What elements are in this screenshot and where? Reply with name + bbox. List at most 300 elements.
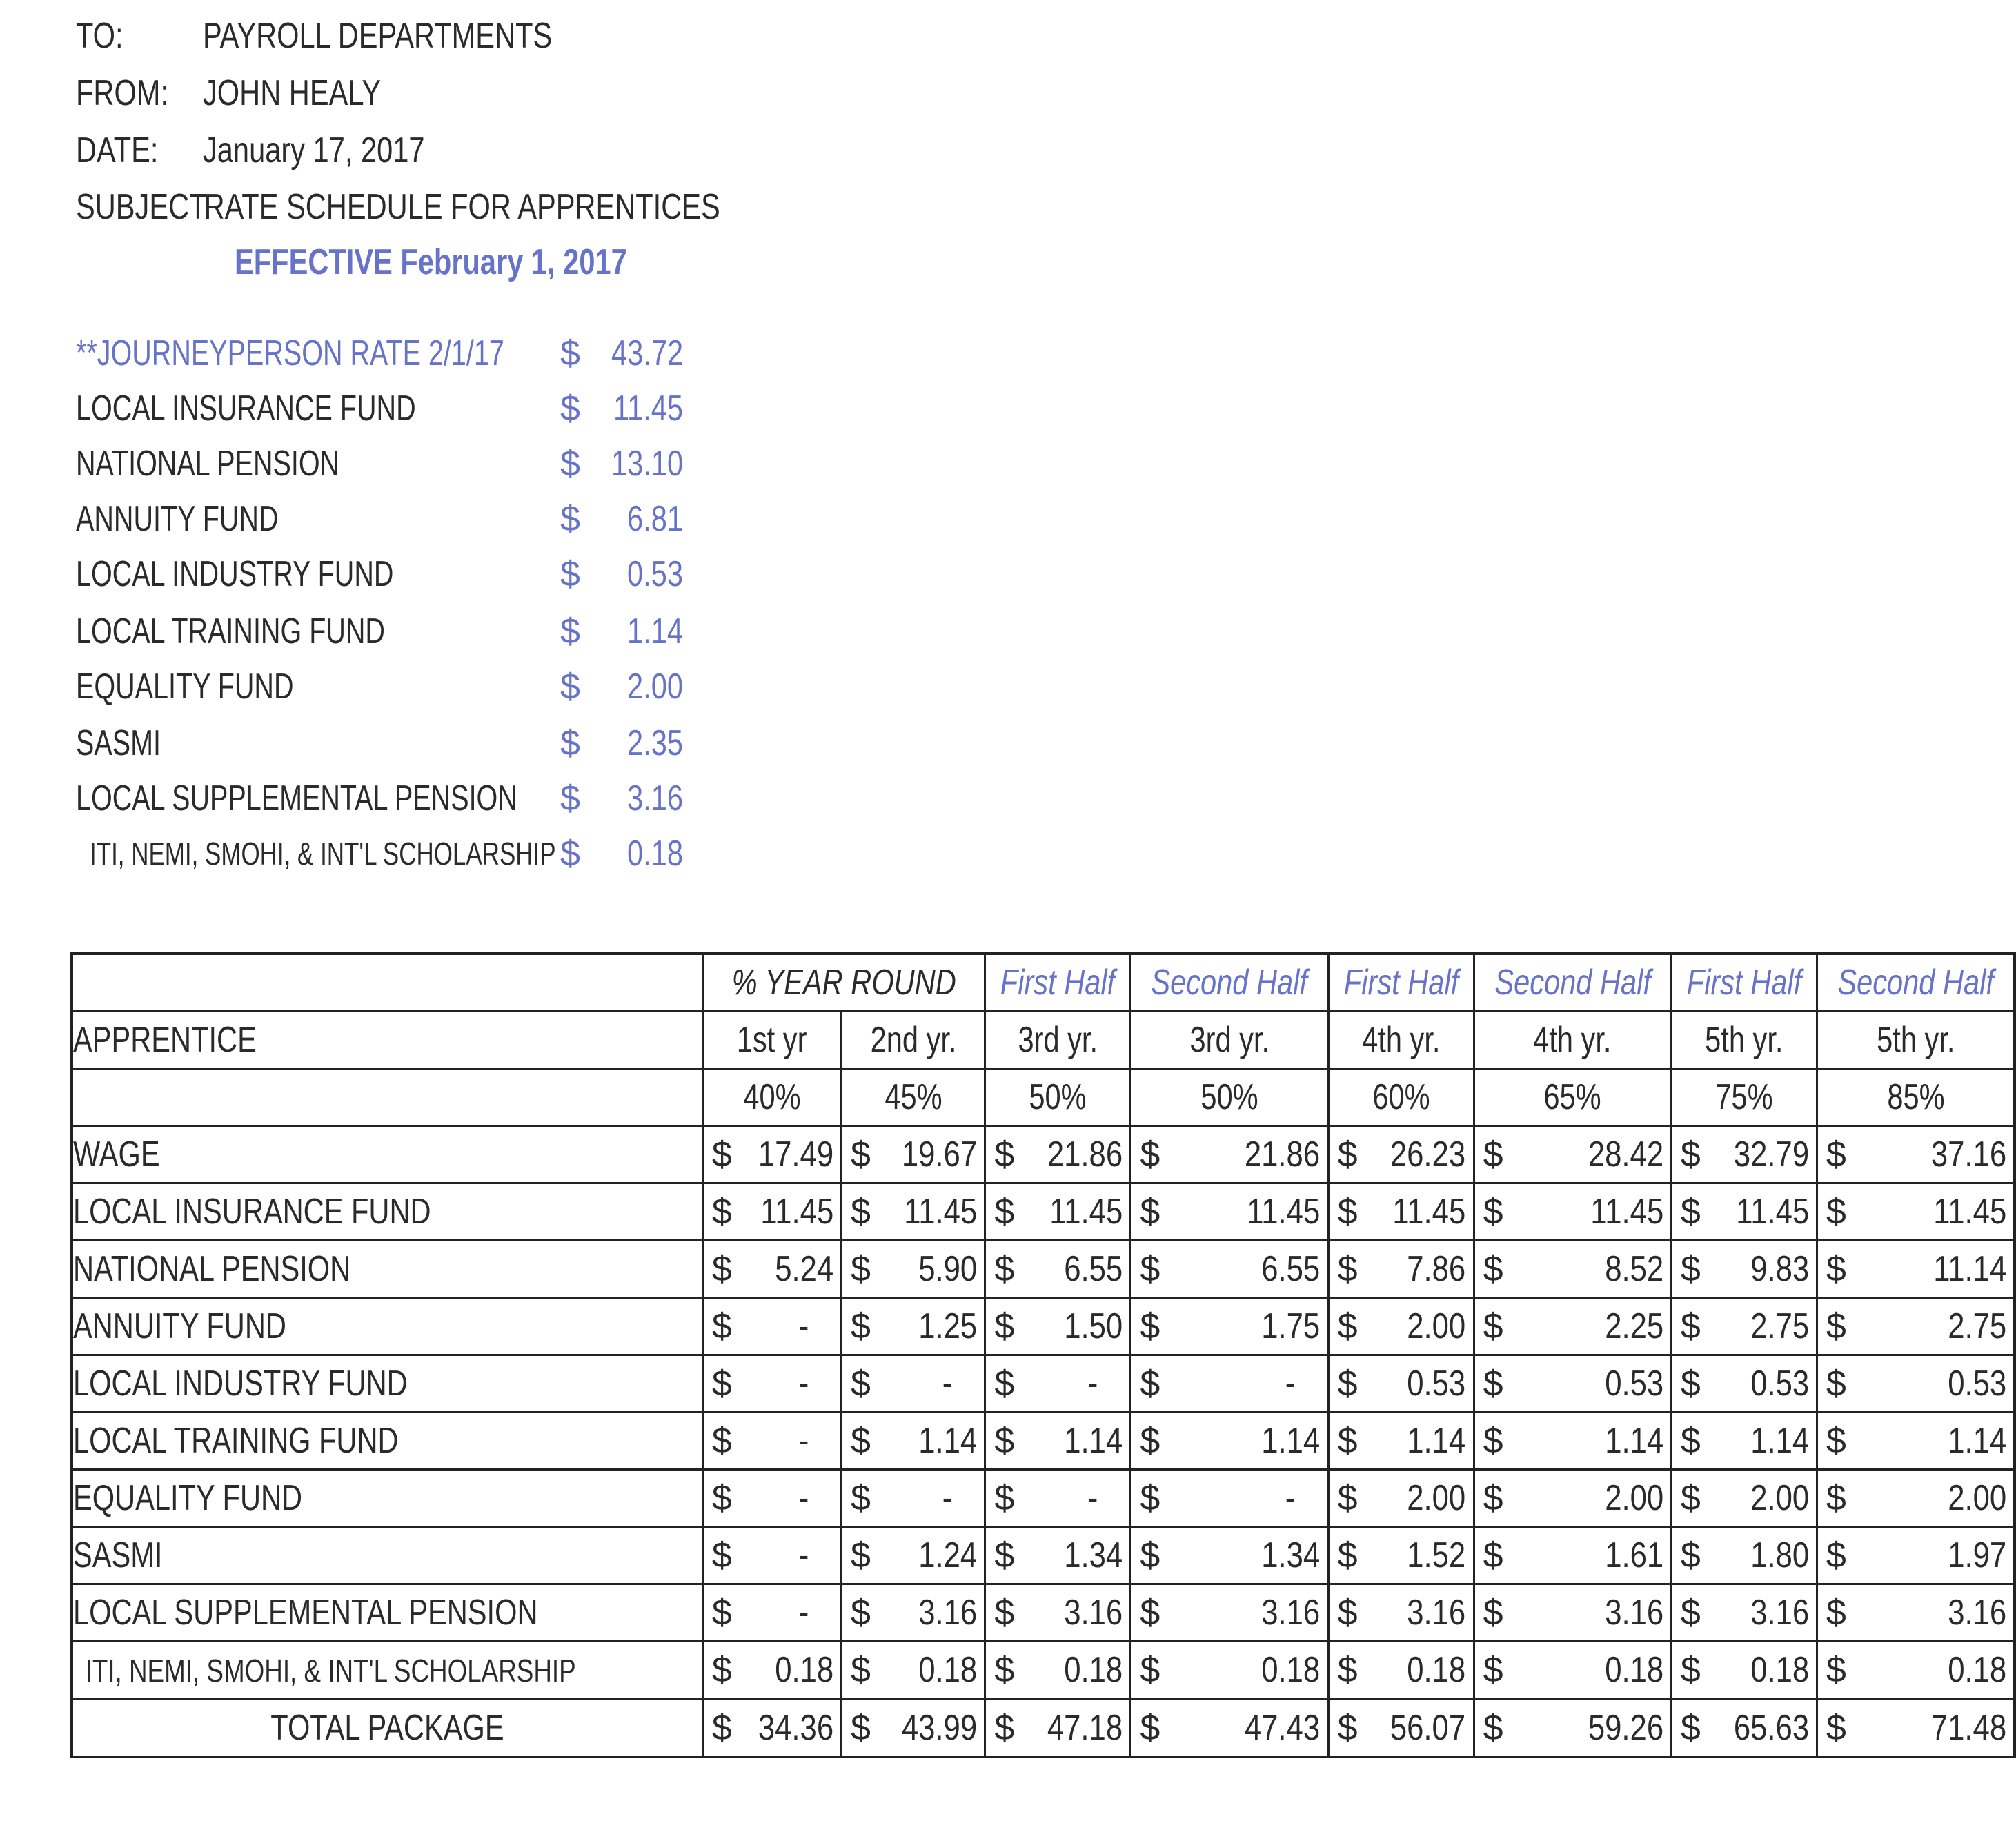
cell-value: 11.45 <box>1735 1192 1809 1232</box>
cell-value: 2.00 <box>1750 1478 1809 1518</box>
apprentice-header: APPRENTICE <box>72 1012 702 1069</box>
currency-symbol: $ <box>994 1364 1015 1404</box>
row-label: ITI, NEMI, SMOHI, & INT'L SCHOLARSHIP <box>72 1642 702 1700</box>
currency-symbol: $ <box>1337 1708 1358 1748</box>
cell-value: 1.34 <box>1261 1535 1321 1575</box>
memo-from-label: FROM: <box>76 73 169 113</box>
rate-cell <box>1817 1642 2015 1700</box>
rate-cell <box>1817 1584 2015 1642</box>
cell-value: 1.50 <box>1064 1306 1123 1346</box>
currency-symbol: $ <box>1140 1249 1160 1289</box>
currency-symbol: $ <box>1140 1708 1160 1748</box>
rate-cell <box>1131 1413 1328 1470</box>
rate-cell <box>1328 1642 1474 1700</box>
rate-dollar: $ <box>560 499 580 539</box>
currency-symbol: $ <box>994 1535 1015 1575</box>
cell-value: - <box>798 1478 809 1518</box>
currency-symbol: $ <box>1337 1478 1358 1518</box>
rate-label: ANNUITY FUND <box>76 499 279 539</box>
currency-symbol: $ <box>711 1306 732 1346</box>
cell-value: 1.14 <box>918 1421 978 1461</box>
currency-symbol: $ <box>1337 1650 1358 1690</box>
rate-cell <box>1671 1642 1817 1700</box>
currency-symbol: $ <box>1483 1593 1503 1633</box>
rate-cell <box>1328 1470 1474 1527</box>
cell-value: 26.23 <box>1390 1134 1466 1174</box>
table-row <box>72 1527 2015 1584</box>
rate-label: EQUALITY FUND <box>76 667 294 707</box>
currency-symbol: $ <box>1680 1535 1701 1575</box>
rate-dollar: $ <box>560 667 580 707</box>
currency-symbol: $ <box>711 1535 732 1575</box>
rate-dollar: $ <box>560 778 580 818</box>
table-row <box>72 1241 2015 1298</box>
rate-row <box>0 659 759 714</box>
cell-value: 28.42 <box>1588 1134 1663 1174</box>
cell-value: 2.00 <box>1604 1478 1663 1518</box>
year-header: 4th yr. <box>1328 1012 1474 1069</box>
rate-cell <box>985 1527 1131 1584</box>
rate-value: 3.16 <box>627 778 683 818</box>
rate-cell <box>1474 1298 1671 1355</box>
cell-value: 0.53 <box>1407 1364 1466 1404</box>
currency-symbol: $ <box>994 1708 1015 1748</box>
currency-symbol: $ <box>1483 1364 1503 1404</box>
currency-symbol: $ <box>994 1306 1015 1346</box>
cell-value: 3.16 <box>1948 1593 2007 1633</box>
currency-symbol: $ <box>1826 1249 1846 1289</box>
rate-dollar: $ <box>560 554 580 594</box>
currency-symbol: $ <box>1337 1192 1358 1232</box>
cell-value: - <box>798 1364 809 1404</box>
cell-value: 1.52 <box>1407 1535 1466 1575</box>
memo-date-label: DATE: <box>76 130 159 170</box>
period-header: First Half <box>1671 954 1817 1012</box>
currency-symbol: $ <box>711 1650 732 1690</box>
cell-value: - <box>798 1421 809 1461</box>
cell-value: 0.18 <box>1948 1650 2007 1690</box>
currency-symbol: $ <box>1826 1421 1846 1461</box>
rate-cell <box>702 1642 841 1700</box>
rate-cell <box>1328 1183 1474 1241</box>
currency-symbol: $ <box>1140 1306 1160 1346</box>
cell-value: 0.18 <box>1407 1650 1466 1690</box>
rate-cell <box>1474 1126 1671 1183</box>
percent-header: 65% <box>1474 1069 1671 1126</box>
cell-value: 1.14 <box>1064 1421 1123 1461</box>
rate-row <box>0 326 759 381</box>
cell-value: 1.14 <box>1948 1421 2007 1461</box>
currency-symbol: $ <box>1140 1593 1160 1633</box>
currency-symbol: $ <box>851 1478 871 1518</box>
rate-value: 0.53 <box>627 554 683 594</box>
cell-value: 2.25 <box>1604 1306 1663 1346</box>
percent-header: 75% <box>1671 1069 1817 1126</box>
cell-value: 11.45 <box>760 1192 834 1232</box>
cell-value: - <box>942 1478 953 1518</box>
cell-value: 1.61 <box>1604 1535 1663 1575</box>
rate-cell <box>1671 1355 1817 1413</box>
currency-symbol: $ <box>994 1249 1015 1289</box>
rate-cell <box>985 1355 1131 1413</box>
year-header: 1st yr <box>702 1012 841 1069</box>
cell-value: 34.36 <box>758 1708 834 1748</box>
cell-value: 1.97 <box>1948 1535 2007 1575</box>
row-label: LOCAL INDUSTRY FUND <box>72 1355 702 1413</box>
rate-cell <box>842 1183 985 1241</box>
currency-symbol: $ <box>1140 1421 1160 1461</box>
currency-symbol: $ <box>1483 1650 1503 1690</box>
effective-date: EFFECTIVE February 1, 2017 <box>235 242 627 282</box>
cell-value: 37.16 <box>1930 1134 2007 1174</box>
rate-cell <box>1474 1584 1671 1642</box>
rate-cell <box>985 1584 1131 1642</box>
rate-cell <box>1131 1642 1328 1700</box>
header-row-years <box>72 1012 2015 1069</box>
cell-value: 43.99 <box>902 1708 978 1748</box>
rate-label: LOCAL INDUSTRY FUND <box>76 554 394 594</box>
cell-value: 11.45 <box>1247 1192 1321 1232</box>
year-header: 5th yr. <box>1817 1012 2015 1069</box>
rate-cell <box>842 1584 985 1642</box>
rate-label: SASMI <box>76 723 161 763</box>
row-label: NATIONAL PENSION <box>72 1241 702 1298</box>
cell-value: 59.26 <box>1588 1708 1663 1748</box>
currency-symbol: $ <box>851 1306 871 1346</box>
currency-symbol: $ <box>1680 1421 1701 1461</box>
rate-cell <box>702 1183 841 1241</box>
rate-cell <box>842 1241 985 1298</box>
rate-dollar: $ <box>560 444 580 484</box>
rate-cell <box>842 1126 985 1183</box>
rate-row <box>0 491 759 547</box>
currency-symbol: $ <box>994 1593 1015 1633</box>
total-cell <box>1817 1699 2015 1757</box>
rate-cell <box>985 1126 1131 1183</box>
cell-value: 11.14 <box>1933 1249 2007 1289</box>
cell-value: 8.52 <box>1604 1249 1663 1289</box>
currency-symbol: $ <box>851 1421 871 1461</box>
cell-value: 32.79 <box>1733 1134 1809 1174</box>
currency-symbol: $ <box>1140 1478 1160 1518</box>
currency-symbol: $ <box>711 1134 732 1174</box>
currency-symbol: $ <box>994 1134 1015 1174</box>
rate-cell <box>985 1183 1131 1241</box>
rate-cell <box>702 1241 841 1298</box>
rate-cell <box>1817 1298 2015 1355</box>
rate-label: **JOURNEYPERSON RATE 2/1/17 <box>76 333 504 373</box>
rate-row <box>0 381 759 436</box>
rate-cell <box>702 1413 841 1470</box>
rate-cell <box>702 1355 841 1413</box>
currency-symbol: $ <box>1337 1364 1358 1404</box>
currency-symbol: $ <box>1140 1134 1160 1174</box>
rate-cell <box>842 1355 985 1413</box>
currency-symbol: $ <box>1826 1192 1846 1232</box>
currency-symbol: $ <box>1680 1478 1701 1518</box>
currency-symbol: $ <box>711 1364 732 1404</box>
rate-label: LOCAL INSURANCE FUND <box>76 389 416 429</box>
rate-row <box>0 604 759 659</box>
currency-symbol: $ <box>1680 1134 1701 1174</box>
currency-symbol: $ <box>711 1593 732 1633</box>
currency-symbol: $ <box>994 1478 1015 1518</box>
rate-dollar: $ <box>560 389 580 429</box>
rate-row <box>0 436 759 491</box>
cell-value: 6.55 <box>1064 1249 1123 1289</box>
cell-value: 1.34 <box>1064 1535 1123 1575</box>
cell-value: 6.55 <box>1261 1249 1321 1289</box>
memo-subject-value: RATE SCHEDULE FOR APPRENTICES <box>204 187 720 227</box>
table-row <box>72 1355 2015 1413</box>
year-header: 3rd yr. <box>985 1012 1131 1069</box>
currency-symbol: $ <box>1680 1650 1701 1690</box>
cell-value: - <box>1285 1478 1296 1518</box>
rate-label: ITI, NEMI, SMOHI, & INT'L SCHOLARSHIP <box>90 836 556 872</box>
rate-cell <box>1817 1126 2015 1183</box>
cell-value: 7.86 <box>1407 1249 1466 1289</box>
rate-row <box>0 771 759 826</box>
rate-cell <box>842 1527 985 1584</box>
cell-value: 19.67 <box>902 1134 978 1174</box>
rate-cell <box>1817 1355 2015 1413</box>
rate-cell <box>1817 1241 2015 1298</box>
currency-symbol: $ <box>711 1249 732 1289</box>
cell-value: 2.00 <box>1948 1478 2007 1518</box>
currency-symbol: $ <box>1680 1306 1701 1346</box>
rate-value: 1.14 <box>627 611 683 651</box>
row-label: SASMI <box>72 1527 702 1584</box>
total-cell <box>1671 1699 1817 1757</box>
currency-symbol: $ <box>1483 1306 1503 1346</box>
rate-cell <box>1131 1527 1328 1584</box>
rate-cell <box>1474 1413 1671 1470</box>
year-header: 3rd yr. <box>1131 1012 1328 1069</box>
cell-value: 3.16 <box>1261 1593 1321 1633</box>
currency-symbol: $ <box>1680 1249 1701 1289</box>
rate-cell <box>985 1241 1131 1298</box>
currency-symbol: $ <box>1826 1708 1846 1748</box>
rate-row <box>0 826 759 881</box>
rate-cell <box>702 1298 841 1355</box>
cell-value: 21.86 <box>1245 1134 1321 1174</box>
percent-header: 45% <box>842 1069 985 1126</box>
cell-value: 3.16 <box>1407 1593 1466 1633</box>
percent-header: 50% <box>1131 1069 1328 1126</box>
cell-value: 71.48 <box>1930 1708 2007 1748</box>
rate-cell <box>1474 1241 1671 1298</box>
cell-value: 1.14 <box>1261 1421 1321 1461</box>
currency-symbol: $ <box>1826 1364 1846 1404</box>
row-label: EQUALITY FUND <box>72 1470 702 1527</box>
cell-value: 2.75 <box>1948 1306 2007 1346</box>
rate-cell <box>1671 1584 1817 1642</box>
rate-value: 0.18 <box>627 834 683 874</box>
cell-value: 5.24 <box>775 1249 834 1289</box>
rate-cell <box>842 1298 985 1355</box>
period-header: First Half <box>1328 954 1474 1012</box>
rate-cell <box>1474 1183 1671 1241</box>
rate-cell <box>842 1642 985 1700</box>
period-header: Second Half <box>1131 954 1328 1012</box>
cell-value: - <box>798 1593 809 1633</box>
cell-value: 0.53 <box>1604 1364 1663 1404</box>
row-label: ANNUITY FUND <box>72 1298 702 1355</box>
currency-symbol: $ <box>851 1364 871 1404</box>
currency-symbol: $ <box>1337 1306 1358 1346</box>
cell-value: - <box>1087 1364 1098 1404</box>
memo-date-value: January 17, 2017 <box>203 130 425 170</box>
currency-symbol: $ <box>711 1192 732 1232</box>
year-header: 4th yr. <box>1474 1012 1671 1069</box>
rate-cell <box>1671 1126 1817 1183</box>
rate-value: 2.00 <box>627 667 683 707</box>
rate-cell <box>1131 1470 1328 1527</box>
rate-value: 6.81 <box>627 499 683 539</box>
rate-label: LOCAL TRAINING FUND <box>76 611 385 651</box>
apprentice-rate-table <box>70 952 2016 1758</box>
table-row <box>72 1584 2015 1642</box>
rate-cell <box>702 1527 841 1584</box>
rate-row <box>0 547 759 602</box>
total-cell <box>1474 1699 1671 1757</box>
cell-value: 1.24 <box>918 1535 978 1575</box>
cell-value: 0.18 <box>1750 1650 1809 1690</box>
rate-cell <box>1817 1183 2015 1241</box>
cell-value: - <box>1087 1478 1098 1518</box>
currency-symbol: $ <box>1483 1134 1503 1174</box>
rate-cell <box>1474 1470 1671 1527</box>
rate-cell <box>1131 1298 1328 1355</box>
currency-symbol: $ <box>1483 1192 1503 1232</box>
rate-cell <box>1328 1584 1474 1642</box>
cell-value: 11.45 <box>1392 1192 1466 1232</box>
currency-symbol: $ <box>1826 1535 1846 1575</box>
row-label: LOCAL INSURANCE FUND <box>72 1183 702 1241</box>
period-header: Second Half <box>1474 954 1671 1012</box>
header-blank <box>72 1069 702 1126</box>
cell-value: 0.18 <box>918 1650 978 1690</box>
rate-cell <box>842 1470 985 1527</box>
percent-header: 50% <box>985 1069 1131 1126</box>
currency-symbol: $ <box>851 1134 871 1174</box>
cell-value: - <box>1285 1364 1296 1404</box>
cell-value: 3.16 <box>1750 1593 1809 1633</box>
rate-cell <box>1328 1126 1474 1183</box>
currency-symbol: $ <box>1826 1593 1846 1633</box>
currency-symbol: $ <box>1483 1249 1503 1289</box>
currency-symbol: $ <box>1826 1134 1846 1174</box>
rate-value: 2.35 <box>627 723 683 763</box>
rate-value: 11.45 <box>613 389 683 429</box>
currency-symbol: $ <box>1140 1364 1160 1404</box>
currency-symbol: $ <box>1140 1535 1160 1575</box>
rate-cell <box>1474 1355 1671 1413</box>
cell-value: 47.43 <box>1245 1708 1321 1748</box>
row-label: LOCAL SUPPLEMENTAL PENSION <box>72 1584 702 1642</box>
total-cell <box>1328 1699 1474 1757</box>
rate-cell <box>1817 1470 2015 1527</box>
cell-value: 3.16 <box>1604 1593 1663 1633</box>
rate-dollar: $ <box>560 723 580 763</box>
rate-label: NATIONAL PENSION <box>76 444 340 484</box>
currency-symbol: $ <box>1337 1593 1358 1633</box>
rate-value: 13.10 <box>611 444 684 484</box>
percent-header: 85% <box>1817 1069 2015 1126</box>
rate-cell <box>1474 1642 1671 1700</box>
rate-cell <box>1817 1527 2015 1584</box>
cell-value: 1.14 <box>1750 1421 1809 1461</box>
rate-cell <box>1328 1241 1474 1298</box>
cell-value: 11.45 <box>1590 1192 1663 1232</box>
currency-symbol: $ <box>851 1708 871 1748</box>
table-row <box>72 1470 2015 1527</box>
rate-cell <box>1671 1413 1817 1470</box>
cell-value: 1.14 <box>1604 1421 1663 1461</box>
total-row <box>72 1699 2015 1757</box>
rate-value: 43.72 <box>611 333 684 373</box>
rate-dollar: $ <box>560 611 580 651</box>
currency-symbol: $ <box>1826 1306 1846 1346</box>
rate-dollar: $ <box>560 333 580 373</box>
cell-value: 47.18 <box>1047 1708 1123 1748</box>
rate-label: LOCAL SUPPLEMENTAL PENSION <box>76 778 517 818</box>
currency-symbol: $ <box>1680 1192 1701 1232</box>
cell-value: 2.00 <box>1407 1478 1466 1518</box>
cell-value: 0.18 <box>775 1650 834 1690</box>
total-cell <box>1131 1699 1328 1757</box>
cell-value: 9.83 <box>1750 1249 1809 1289</box>
year-header: 5th yr. <box>1671 1012 1817 1069</box>
currency-symbol: $ <box>1337 1134 1358 1174</box>
rate-cell <box>702 1584 841 1642</box>
memo-subject-label: SUBJECT: <box>76 187 212 227</box>
table-row <box>72 1183 2015 1241</box>
percent-header: 40% <box>702 1069 841 1126</box>
rate-cell <box>1671 1298 1817 1355</box>
rate-cell <box>1671 1470 1817 1527</box>
cell-value: 1.80 <box>1750 1535 1809 1575</box>
rate-cell <box>1671 1183 1817 1241</box>
table-row <box>72 1126 2015 1183</box>
header-row-periods <box>72 954 2015 1012</box>
rate-cell <box>1328 1355 1474 1413</box>
currency-symbol: $ <box>994 1650 1015 1690</box>
table-row <box>72 1642 2015 1700</box>
rate-cell <box>1131 1183 1328 1241</box>
cell-value: 0.18 <box>1261 1650 1321 1690</box>
table-row <box>72 1298 2015 1355</box>
header-row-percents <box>72 1069 2015 1126</box>
rate-row <box>0 716 759 771</box>
cell-value: 21.86 <box>1047 1134 1123 1174</box>
currency-symbol: $ <box>1680 1593 1701 1633</box>
currency-symbol: $ <box>1826 1650 1846 1690</box>
year-round-header: % YEAR ROUND <box>702 954 985 1012</box>
currency-symbol: $ <box>711 1478 732 1518</box>
currency-symbol: $ <box>1337 1535 1358 1575</box>
currency-symbol: $ <box>994 1192 1015 1232</box>
currency-symbol: $ <box>851 1249 871 1289</box>
total-cell <box>842 1699 985 1757</box>
rate-dollar: $ <box>560 834 580 874</box>
cell-value: 17.49 <box>758 1134 834 1174</box>
currency-symbol: $ <box>851 1535 871 1575</box>
currency-symbol: $ <box>851 1192 871 1232</box>
currency-symbol: $ <box>994 1421 1015 1461</box>
memo-from-value: JOHN HEALY <box>203 73 382 113</box>
period-header: First Half <box>985 954 1131 1012</box>
